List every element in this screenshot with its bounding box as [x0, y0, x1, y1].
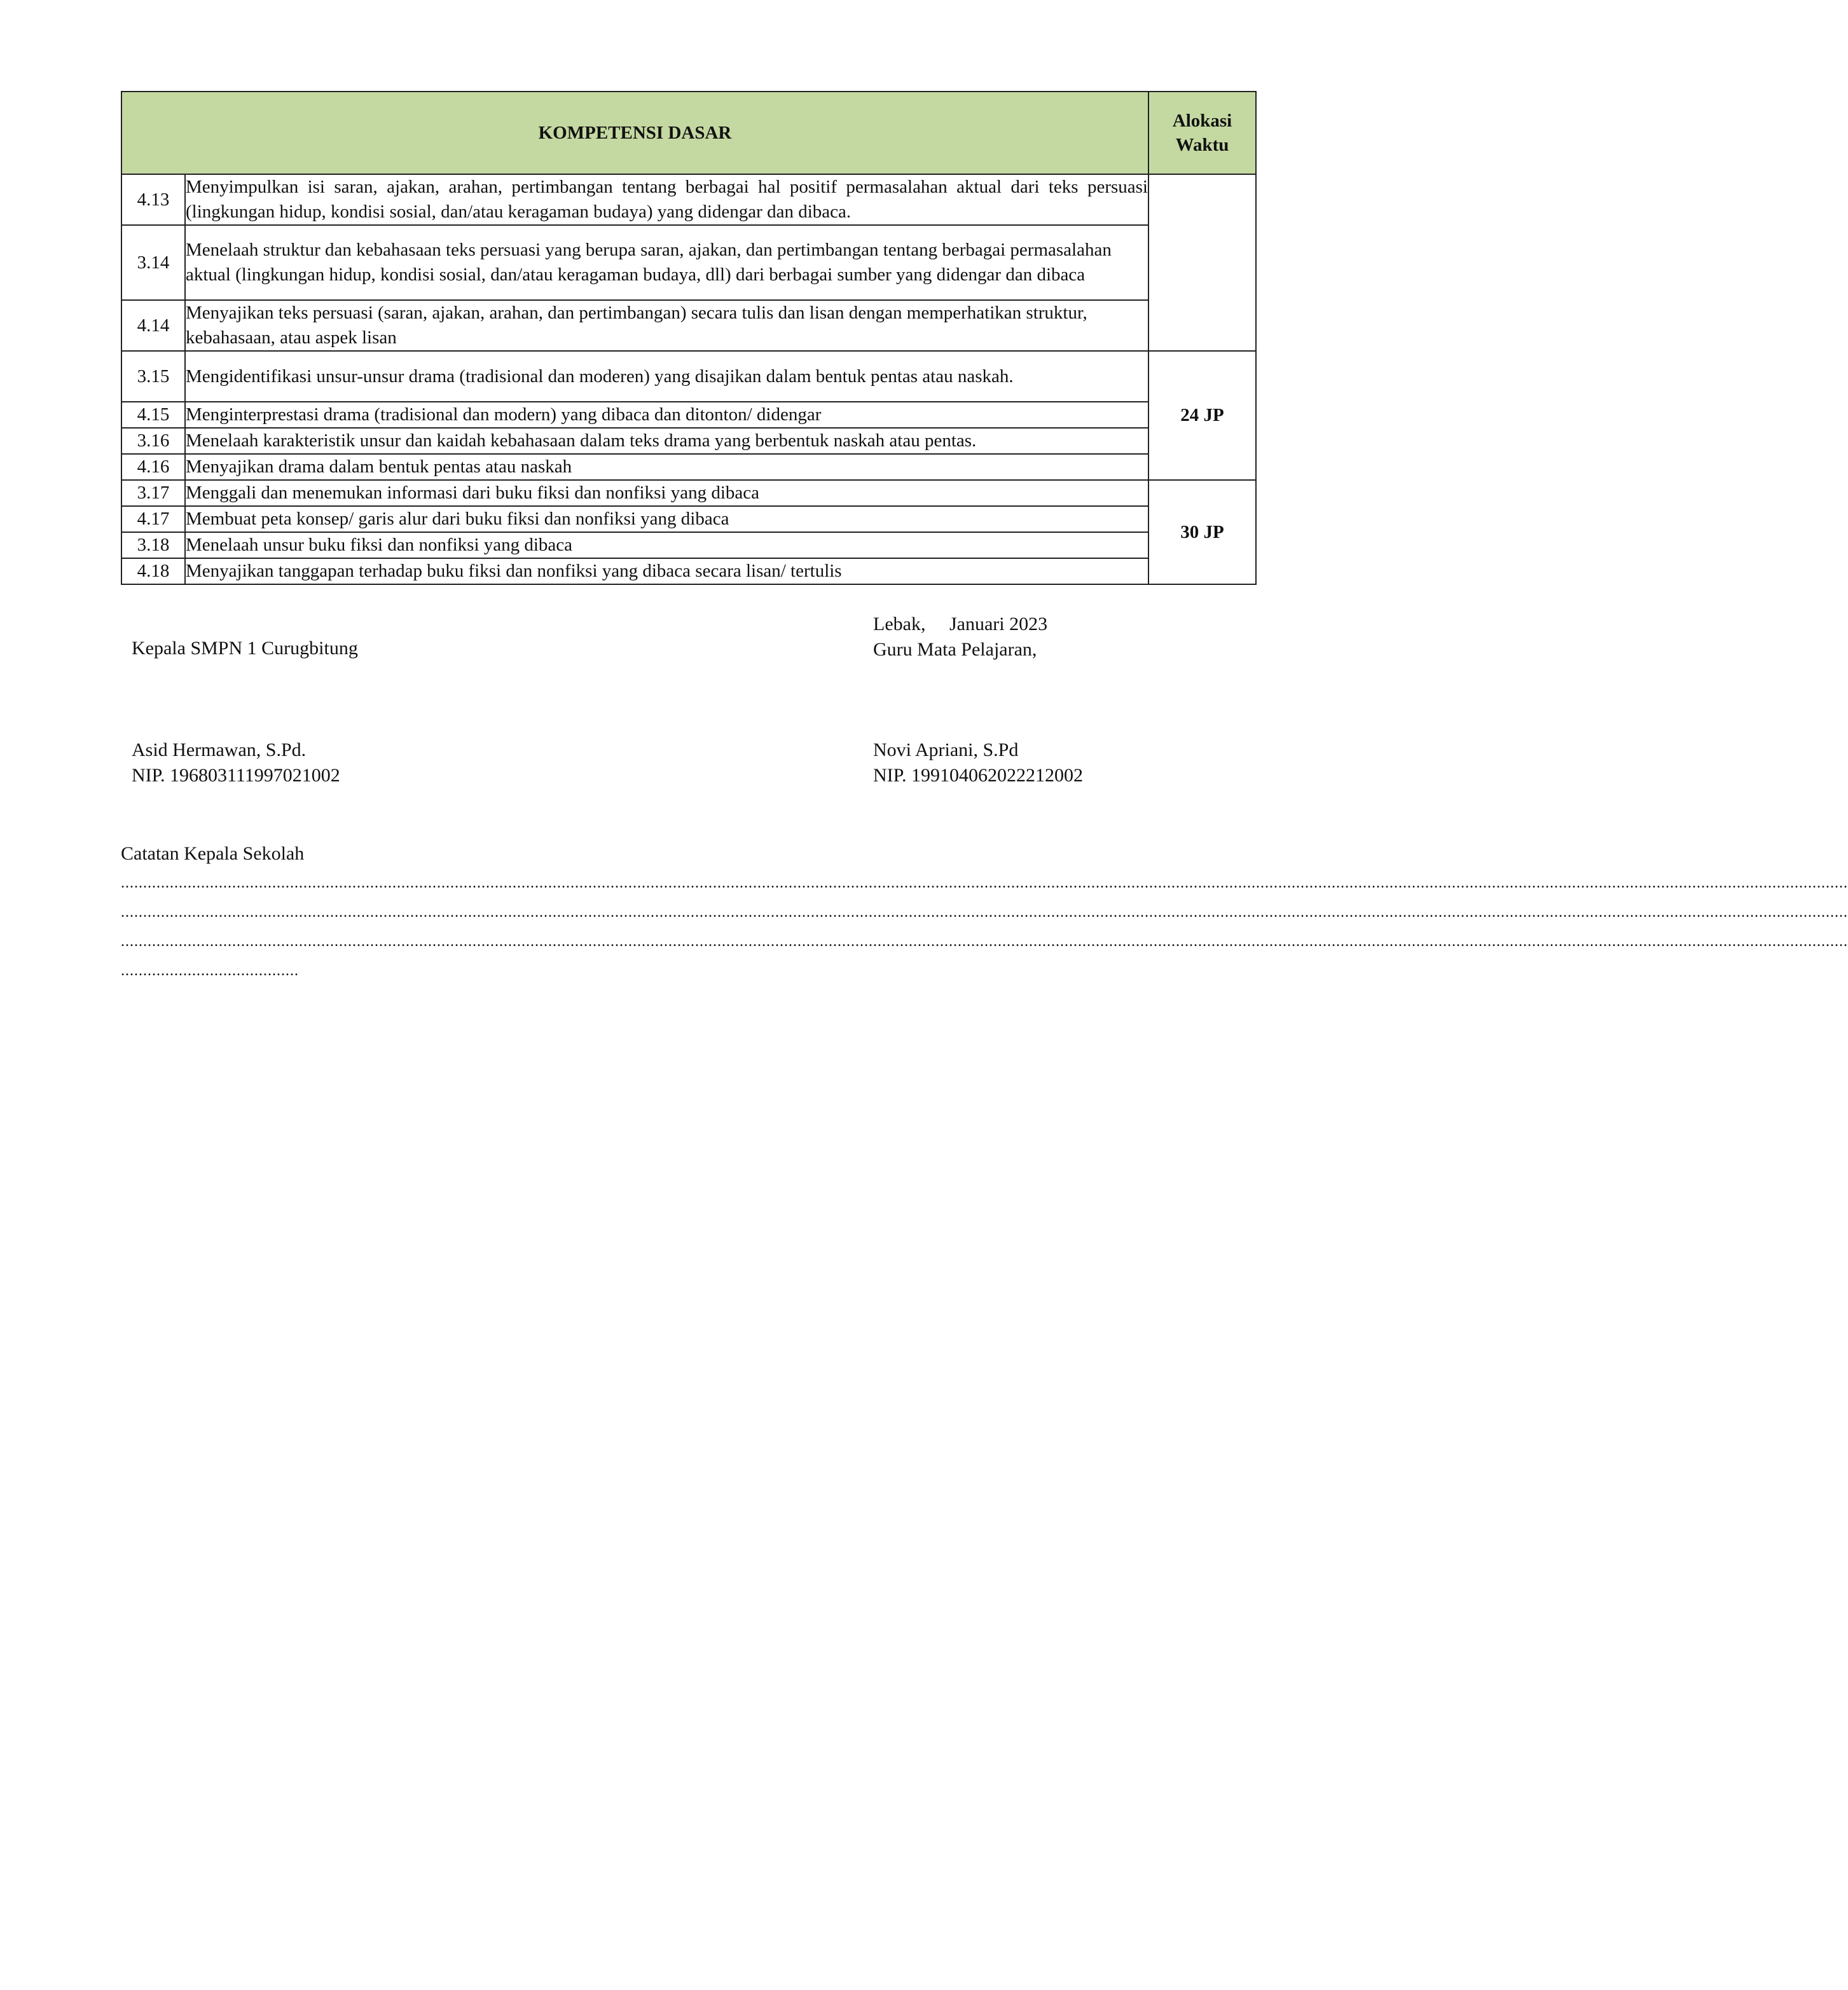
kd-code: 4.15 — [121, 402, 185, 428]
kd-text: Membuat peta konsep/ garis alur dari buku fiksi dan nonfiksi yang dibaca — [185, 506, 1148, 532]
alokasi-waktu-cell: 30 JP — [1148, 480, 1256, 584]
table-row — [121, 506, 1256, 532]
kd-text: Menelaah struktur dan kebahasaan teks persuasi yang berupa saran, ajakan, dan pertimbangan tentang berbagai permasalahan aktual (lingkungan hidup, kondisi sosial, dan/atau keragaman budaya, dll) dari berbagai sumber yang didengar dan dibaca — [185, 225, 1148, 300]
table-row — [121, 351, 1256, 402]
principal-title: Kepala SMPN 1 Curugbitung — [132, 638, 358, 659]
teacher-nip: NIP. 199104062022212002 — [873, 765, 1084, 786]
signature-right-heading — [873, 612, 1047, 662]
kd-text: Menginterprestasi drama (tradisional dan modern) yang dibaca dan ditonton/ didengar — [185, 402, 1148, 428]
header-kompetensi-dasar: KOMPETENSI DASAR — [121, 92, 1148, 174]
alokasi-waktu-cell — [1148, 174, 1256, 351]
header-alokasi-waktu: Alokasi Waktu — [1148, 92, 1256, 174]
catatan-dotted-line: .................................................................................................................................................................................................................................................................................................................................................................................................... — [121, 875, 1848, 891]
kompetensi-dasar-table — [121, 91, 1257, 585]
kd-code: 3.15 — [121, 351, 185, 402]
kd-code: 4.13 — [121, 174, 185, 225]
table-row — [121, 428, 1256, 454]
table-row — [121, 454, 1256, 480]
signature-left-identity — [132, 738, 340, 788]
teacher-name: Novi Apriani, S.Pd — [873, 739, 1019, 760]
table-header-row — [121, 92, 1256, 174]
table-row — [121, 174, 1256, 225]
kd-code: 3.18 — [121, 532, 185, 558]
catatan-section — [121, 839, 1848, 985]
table-row — [121, 532, 1256, 558]
kd-text: Menyajikan tanggapan terhadap buku fiksi dan nonfiksi yang dibaca secara lisan/ tertulis — [185, 558, 1148, 584]
table-row — [121, 480, 1256, 506]
alokasi-waktu-cell: 24 JP — [1148, 351, 1256, 480]
signature-left-heading — [132, 636, 358, 661]
kd-text: Menyajikan teks persuasi (saran, ajakan, arahan, dan pertimbangan) secara tulis dan lisan dengan memperhatikan struktur, kebahasaan, atau aspek lisan — [185, 300, 1148, 351]
kd-code: 4.14 — [121, 300, 185, 351]
kd-text: Mengidentifikasi unsur-unsur drama (tradisional dan moderen) yang disajikan dalam bentuk pentas atau naskah. — [185, 351, 1148, 402]
table-row — [121, 558, 1256, 584]
catatan-dotted-line: .................................................................................................................................................................................................................................................................................................................................................................................................... — [121, 933, 1848, 950]
kd-code: 3.17 — [121, 480, 185, 506]
place-date: Lebak, Januari 2023 — [873, 614, 1048, 635]
catatan-dotted-line: ........................................ — [121, 963, 299, 979]
kd-code: 3.16 — [121, 428, 185, 454]
kd-text: Menggali dan menemukan informasi dari buku fiksi dan nonfiksi yang dibaca — [185, 480, 1148, 506]
principal-name: Asid Hermawan, S.Pd. — [132, 739, 307, 760]
kd-code: 4.17 — [121, 506, 185, 532]
table-row — [121, 402, 1256, 428]
catatan-label: Catatan Kepala Sekolah — [121, 843, 305, 864]
kd-text: Menyimpulkan isi saran, ajakan, arahan, pertimbangan tentang berbagai hal positif permasalahan aktual dari teks persuasi (lingkungan hidup, kondisi sosial, dan/atau keragaman budaya) yang didengar dan dibaca. — [185, 174, 1148, 225]
signature-right-identity — [873, 738, 1083, 788]
kd-text: Menelaah unsur buku fiksi dan nonfiksi yang dibaca — [185, 532, 1148, 558]
catatan-dotted-line: .................................................................................................................................................................................................................................................................................................................................................................................................... — [121, 904, 1848, 921]
kd-code: 4.18 — [121, 558, 185, 584]
table-row — [121, 225, 1256, 300]
kd-code: 3.14 — [121, 225, 185, 300]
table-row — [121, 300, 1256, 351]
teacher-title: Guru Mata Pelajaran, — [873, 639, 1037, 660]
kd-code: 4.16 — [121, 454, 185, 480]
kd-text: Menyajikan drama dalam bentuk pentas atau naskah — [185, 454, 1148, 480]
principal-nip: NIP. 196803111997021002 — [132, 765, 340, 786]
kd-text: Menelaah karakteristik unsur dan kaidah kebahasaan dalam teks drama yang berbentuk naskah atau pentas. — [185, 428, 1148, 454]
